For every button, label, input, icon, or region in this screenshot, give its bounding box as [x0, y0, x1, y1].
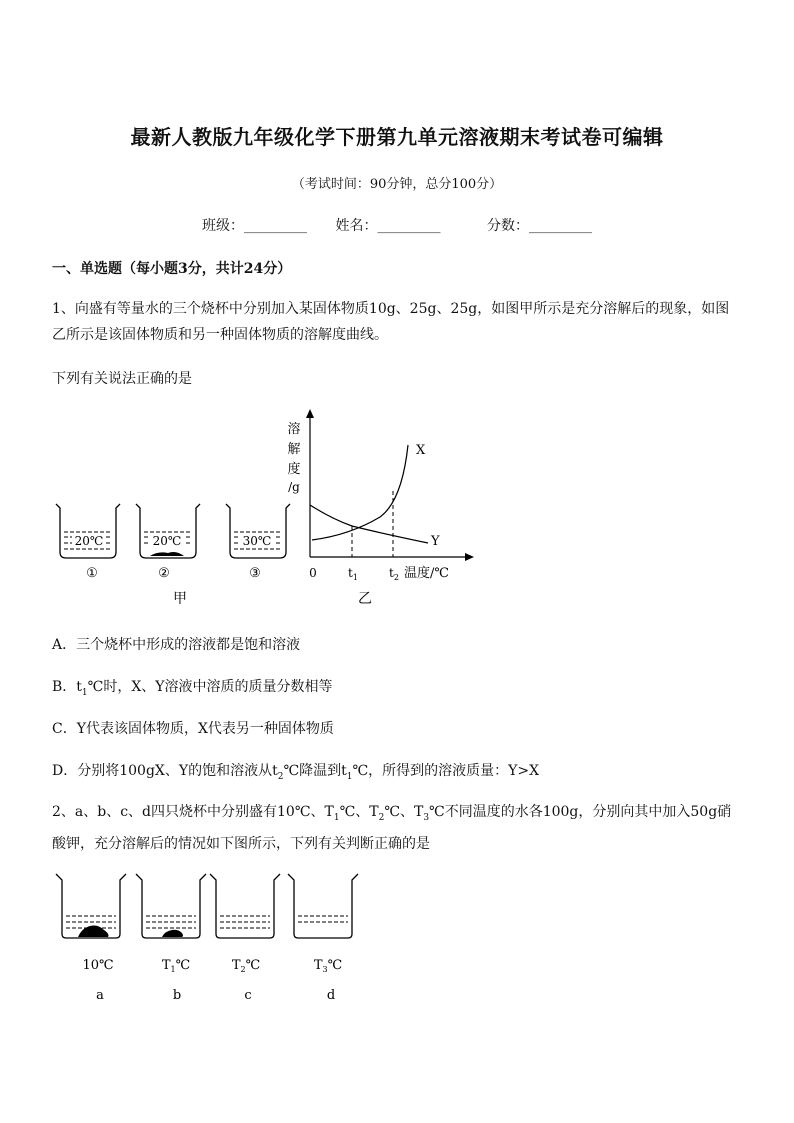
beaker-1-label: ①	[86, 566, 98, 581]
figure-yi	[280, 405, 480, 610]
beaker-c-label: c	[244, 988, 252, 1003]
y-axis-arrow-icon	[306, 409, 314, 418]
x-axis-label: 温度/℃	[404, 566, 449, 581]
curve-x	[312, 445, 408, 540]
curve-x-label: X	[416, 443, 426, 458]
score-field: 分数：_________	[486, 218, 592, 234]
section-heading: 一、单选题（每小题3分，共计24分）	[52, 261, 292, 277]
beaker-b	[136, 874, 206, 1003]
beaker-3-temp: 30℃	[242, 534, 272, 548]
figure-jia	[50, 490, 300, 610]
figure-yi-caption: 乙	[358, 591, 372, 607]
y-label-1: 溶	[287, 422, 301, 437]
beaker-d-temp: $T_3℃$	[313, 958, 343, 974]
crystal-pile-icon	[78, 926, 109, 938]
q1-option-b: B．$t_1℃$时，X、Y溶液中溶质的质量分数相等	[52, 679, 333, 698]
beaker-b-temp: $T_1℃$	[161, 958, 191, 974]
beaker-a	[56, 874, 126, 1003]
q2-stem	[52, 799, 752, 857]
crystal-pile-icon	[162, 930, 183, 937]
q1-option-c: C．Y代表该固体物质，X代表另一种固体物质	[52, 721, 334, 737]
beaker-1-temp: 20℃	[74, 534, 104, 548]
exam-info: （考试时间：90分钟，总分100分）	[291, 177, 503, 192]
y-label-4: /g	[288, 480, 300, 494]
beaker-2-label: ②	[158, 566, 170, 581]
beaker-2-temp: 20℃	[152, 534, 182, 548]
page-title: 最新人教版九年级化学下册第九单元溶液期末考试卷可编辑	[130, 125, 664, 149]
figure-jia-caption: 甲	[173, 591, 187, 607]
beaker-c	[210, 874, 280, 1003]
beaker-d-label: d	[326, 988, 336, 1003]
beaker-3-label: ③	[249, 566, 261, 581]
beaker-1	[56, 504, 120, 581]
q1-prompt: 下列有关说法正确的是	[52, 371, 192, 387]
beaker-a-label: a	[96, 988, 104, 1003]
t2-label: $t_2$	[389, 566, 399, 582]
name-field: 姓名：_________	[335, 218, 441, 234]
beaker-2	[136, 504, 200, 581]
q1-option-d: D．分别将100gX、Y的饱和溶液从$t_2℃$降温到$t_1℃$，所得到的溶液质量：Y>X	[52, 763, 540, 782]
class-field: 班级：_________	[202, 218, 308, 234]
y-label-3: 度	[287, 462, 301, 477]
t1-label: $t_1$	[348, 566, 358, 582]
undissolved-solid-icon	[150, 552, 184, 556]
beaker-b-label: b	[172, 988, 182, 1003]
beaker-c-temp: $T_2℃$	[231, 958, 261, 974]
curve-y-label: Y	[431, 534, 440, 549]
beaker-a-temp: 10℃	[82, 958, 114, 973]
q1-option-a: A．三个烧杯中形成的溶液都是饱和溶液	[52, 637, 301, 653]
q2-line2: 酸钾，充分溶解后的情况如下图所示，下列有关判断正确的是	[52, 835, 430, 852]
q2-line1: 2、a、b、c、d四只烧杯中分别盛有10℃、$T_1℃$、$T_2℃$、$T_3℃$不同温度的水各100g，分别向其中加入50g硝	[52, 804, 732, 823]
origin-label: 0	[309, 566, 317, 580]
q1-line2: 乙所示是该固体物质和另一种固体物质的溶解度曲线。	[52, 327, 388, 343]
student-fields	[0, 215, 794, 235]
y-label-2: 解	[287, 442, 301, 457]
q1-stem	[52, 296, 752, 348]
figure-q2	[52, 868, 372, 1008]
q1-line1: 1、向盛有等量水的三个烧杯中分别加入某固体物质10g、25g、25g，如图甲所示是充分溶解后的现象，如图	[52, 301, 730, 317]
x-axis-arrow-icon	[465, 553, 474, 561]
beaker-d	[288, 874, 358, 1003]
